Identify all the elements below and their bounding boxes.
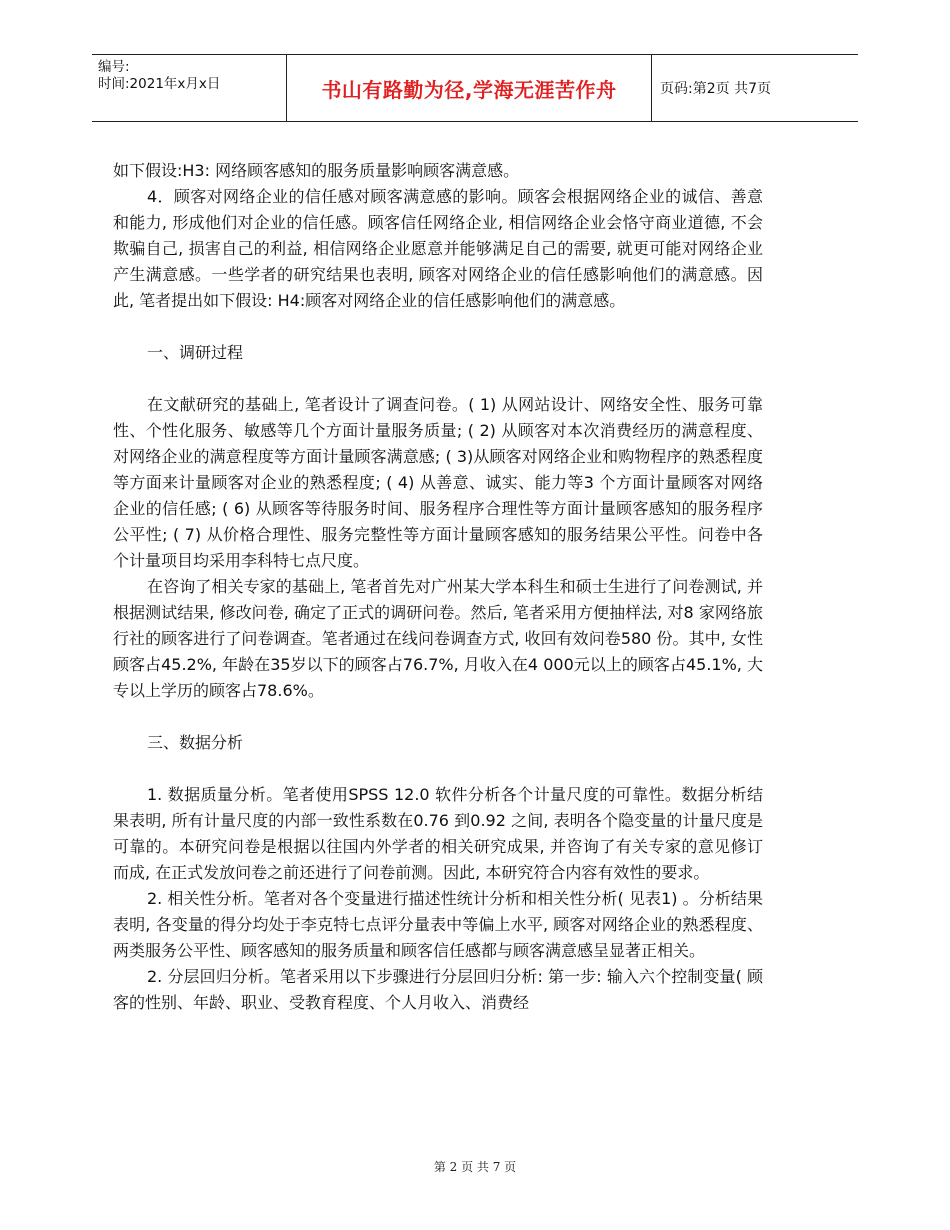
page-footer: 第 2 页 共 7 页: [433, 1160, 517, 1174]
document-body: [113, 158, 763, 1016]
section-heading: 三、数据分析: [147, 733, 244, 752]
paragraph: 4．顾客对网络企业的信任感对顾客满意感的影响。顾客会根据网络企业的诚信、善意和能力, 形成他们对企业的信任感。顾客信任网络企业, 相信网络企业会恪守商业道德, 不会欺骗自己, 损害自己的利益, 相信网络企业愿意并能够满足自己的需要, 就更可能对网络企业产生满意感。一些学者的研究结果也表明, 顾客对网络企业的信任感影响他们的满意感。因此, 笔者提出如下假设: H4:顾客对网络企业的信任感影响他们的满意感。: [113, 187, 763, 310]
paragraph: 2. 分层回归分析。笔者采用以下步骤进行分层回归分析: 第一步: 输入六个控制变量( 顾客的性别、年龄、职业、受教育程度、个人月收入、消费经: [113, 967, 763, 1012]
header-page-info: 页码:第2页 共7页: [660, 81, 771, 97]
paragraph: 在咨询了相关专家的基础上, 笔者首先对广州某大学本科生和硕士生进行了问卷测试, 并根据测试结果, 修改问卷, 确定了正式的调研问卷。然后, 笔者采用方便抽样法, 对8 家网络旅行社的顾客进行了问卷调查。笔者通过在线问卷调查方式, 收回有效问卷580 份。其中, 女性顾客占45.2%, 年龄在35岁以下的顾客占76.7%, 月收入在4 000元以上的顾客占45.1%, 大专以上学历的顾客占78.6%。: [113, 577, 763, 700]
paragraph: 如下假设:H3: 网络顾客感知的服务质量影响顾客满意感。: [113, 161, 520, 180]
document-number-label: 编号:: [98, 59, 130, 75]
paragraph: 2. 相关性分析。笔者对各个变量进行描述性统计分析和相关性分析( 见表1) 。分析结果表明, 各变量的得分均处于李克特七点评分量表中等偏上水平, 顾客对网络企业的熟悉程度、两类服务公平性、顾客感知的服务质量和顾客信任感都与顾客满意感呈显著正相关。: [113, 889, 763, 960]
document-time-label: 时间:2021年x月x日: [98, 76, 221, 92]
page-header: [92, 54, 858, 122]
paragraph: 在文献研究的基础上, 笔者设计了调查问卷。( 1) 从网站设计、网络安全性、服务可靠性、个性化服务、敏感等几个方面计量服务质量; ( 2) 从顾客对本次消费经历的满意程度、对网络企业的满意程度等方面计量顾客满意感; ( 3)从顾客对网络企业和购物程序的熟悉程度等方面来计量顾客对企业的熟悉程度; ( 4) 从善意、诚实、能力等3 个方面计量顾客对网络企业的信任感; ( 6) 从顾客等待服务时间、服务程序合理性等方面计量顾客感知的服务程序公平性; ( 7) 从价格合理性、服务完整性等方面计量顾客感知的服务结果公平性。问卷中各个计量项目均采用李科特七点尺度。: [113, 395, 763, 570]
header-motto: 书山有路勤为径,学海无涯苦作舟: [287, 55, 652, 121]
header-meta: [92, 55, 287, 121]
section-heading: 一、调研过程: [147, 343, 244, 362]
paragraph: 1. 数据质量分析。笔者使用SPSS 12.0 软件分析各个计量尺度的可靠性。数据分析结果表明, 所有计量尺度的内部一致性系数在0.76 到0.92 之间, 表明各个隐变量的计量尺度是可靠的。本研究问卷是根据以往国内外学者的相关研究成果, 并咨询了有关专家的意见修订而成, 在正式发放问卷之前还进行了问卷前测。因此, 本研究符合内容有效性的要求。: [113, 785, 763, 882]
